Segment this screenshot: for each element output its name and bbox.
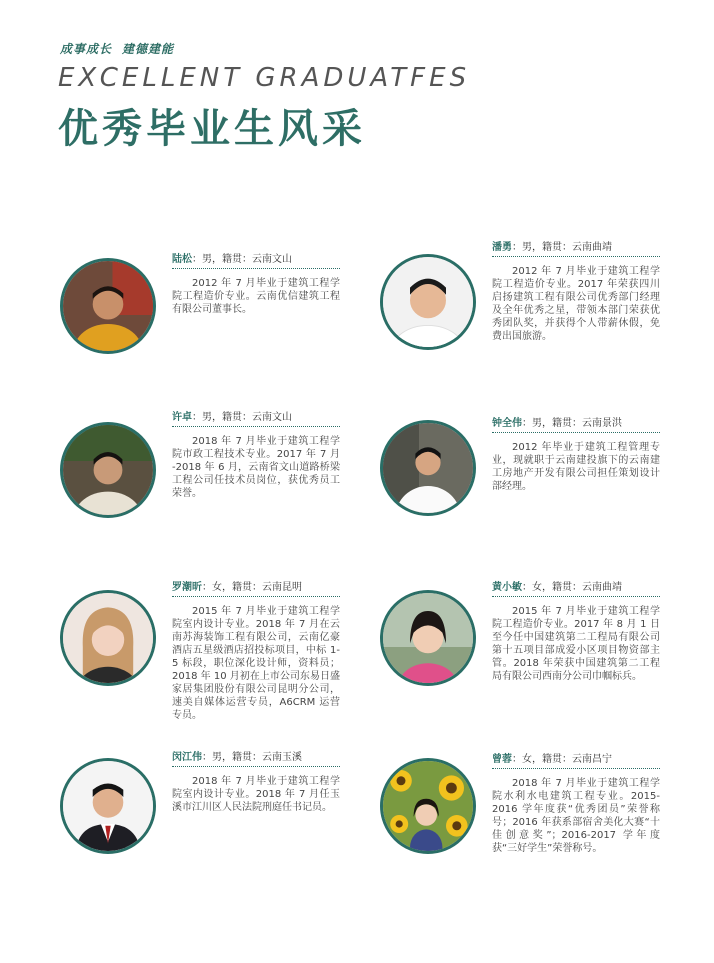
person-photo-icon	[383, 257, 473, 347]
header	[58, 40, 698, 154]
graduate-description: 2012 年毕业于建筑工程管理专业，现就职于云南建投旗下的云南建工房地产开发有限公司担任策划设计部经理。	[492, 442, 660, 492]
avatar	[60, 758, 156, 854]
graduate-card	[60, 408, 360, 518]
avatar	[380, 758, 476, 854]
graduate-card	[380, 238, 680, 348]
english-title: EXCELLENT GRADUATFES	[58, 63, 471, 93]
avatar	[380, 254, 476, 350]
graduate-name-line: 罗潮昕：女，籍贯：云南昆明	[172, 578, 340, 597]
chinese-title: 优秀毕业生风采	[58, 105, 366, 152]
graduate-card	[60, 250, 360, 360]
graduate-description: 2012 年 7 月毕业于建筑工程学院工程造价专业。2017 年荣获四川启扬建筑工程有限公司优秀部门经理及全年优秀之星，带领本部门荣获优秀团队奖，并获得个人带薪休假，免费出国旅游。	[492, 266, 660, 342]
graduate-description: 2018 年 7 月毕业于建筑工程学院室内设计专业。2018 年 7 月任玉溪市江川区人民法院刑庭任书记员。	[172, 776, 340, 813]
person-photo-icon	[63, 593, 153, 683]
avatar	[60, 590, 156, 686]
graduate-card	[60, 748, 360, 858]
graduate-description: 2012 年 7 月毕业于建筑工程学院工程造价专业。云南优信建筑工程有限公司董事长。	[172, 278, 340, 315]
slogan-right: 建德建能	[122, 42, 175, 56]
avatar	[60, 422, 156, 518]
graduate-card	[60, 578, 360, 721]
graduate-card	[380, 750, 680, 860]
graduate-name-line: 潘勇：男，籍贯：云南曲靖	[492, 238, 660, 257]
avatar	[60, 258, 156, 354]
person-photo-icon	[63, 425, 153, 515]
graduate-description: 2015 年 7 月毕业于建筑工程学院室内设计专业。2018 年 7 月在云南苏海装饰工程有限公司，云南亿豪酒店五星级酒店招投标项目，中标 1-5 标段，职位深化设计师，资料员；2018 年 10 月初在上市公司东易日盛家居集团股份有限公司昆明分公司，速美自媒体运营专员，A6CRM 运营专员。	[172, 606, 340, 721]
graduate-name-line: 闵江伟：男，籍贯：云南玉溪	[172, 748, 340, 767]
avatar	[380, 420, 476, 516]
slogan	[60, 40, 698, 57]
avatar	[380, 590, 476, 686]
slogan-left: 成事成长	[60, 42, 113, 56]
person-photo-icon	[63, 761, 153, 851]
graduate-name-line: 曾蓉：女，籍贯：云南昌宁	[492, 750, 660, 769]
graduate-name-line: 许卓：男，籍贯：云南文山	[172, 408, 340, 427]
person-photo-icon	[383, 593, 473, 683]
graduate-description: 2015 年 7 月毕业于建筑工程学院工程造价专业。2017 年 8 月 1 日至今任中国建筑第二工程局有限公司第十五项目部成爱小区项目物资部主管。2018 年荣获中国建筑第二工程局有限公司西南分公司巾帼标兵。	[492, 606, 660, 682]
sunflower-photo-icon	[383, 761, 473, 851]
person-photo-icon	[63, 261, 153, 351]
graduate-name-line: 钟全伟：男，籍贯：云南景洪	[492, 414, 660, 433]
graduate-description: 2018 年 7 月毕业于建筑工程学院市政工程技术专业。2017 年 7 月 -2018 年 6 月，云南省文山道路桥梁工程公司任技术员岗位，获优秀员工荣誉。	[172, 436, 340, 499]
graduate-card	[380, 414, 680, 524]
person-photo-icon	[383, 423, 473, 513]
graduate-name-line: 黄小敏：女，籍贯：云南曲靖	[492, 578, 660, 597]
graduate-description: 2018 年 7 月毕业于建筑工程学院水利水电建筑工程专业。2015-2016 学年度获“优秀团员”荣誉称号；2016 年获系部宿舍美化大赛“十佳创意奖”；2016-2017 学年度获“三好学生”荣誉称号。	[492, 778, 660, 854]
graduate-name-line: 陆松：男，籍贯：云南文山	[172, 250, 340, 269]
graduate-card	[380, 578, 680, 688]
